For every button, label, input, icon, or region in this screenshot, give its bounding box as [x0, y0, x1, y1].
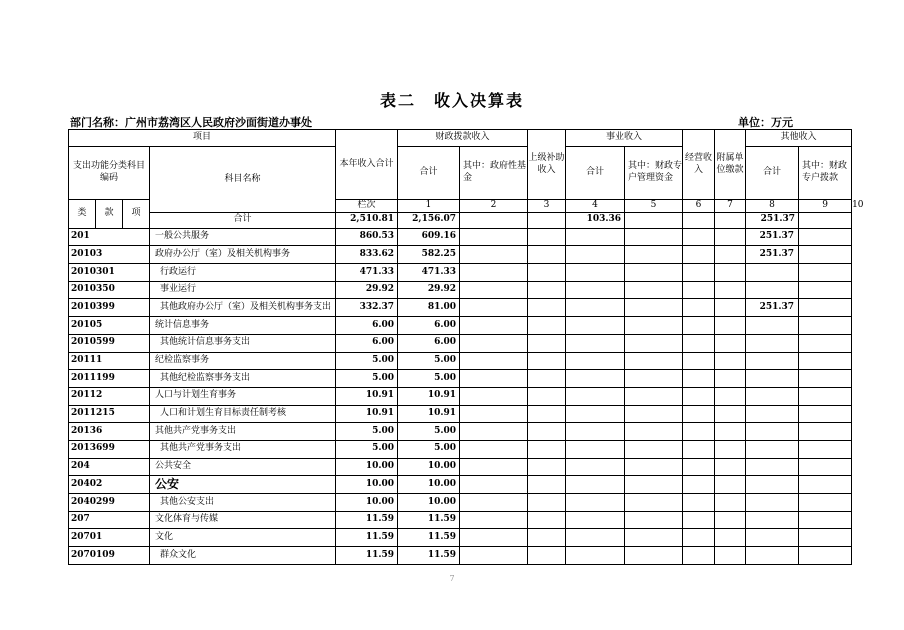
row-c6 [625, 405, 683, 423]
table-row [69, 334, 852, 352]
row-c3 [460, 317, 528, 335]
header-fiscal-total: 合计 [398, 147, 460, 200]
row-c2: 6.00 [398, 317, 460, 335]
row-c6 [625, 423, 683, 441]
header-xiang: 项 [123, 200, 150, 229]
table-row [69, 264, 852, 282]
row-c2: 81.00 [398, 299, 460, 317]
row-c8 [715, 387, 746, 405]
row-c6 [625, 387, 683, 405]
row-c4 [528, 476, 566, 494]
row-c8 [715, 476, 746, 494]
row-c4 [528, 299, 566, 317]
table-row [69, 423, 852, 441]
row-c2: 10.00 [398, 476, 460, 494]
row-c4 [528, 334, 566, 352]
row-c9 [746, 476, 799, 494]
row-c9 [746, 281, 799, 299]
row-code: 20402 [69, 476, 150, 494]
row-c8 [715, 405, 746, 423]
col-number: 4 [566, 200, 625, 213]
row-c8 [715, 529, 746, 547]
row-c5 [566, 299, 625, 317]
row-c8 [715, 511, 746, 529]
row-code: 2011215 [69, 405, 150, 423]
row-subject-name: 公安 [150, 476, 336, 494]
row-c6 [625, 476, 683, 494]
row-c3 [460, 529, 528, 547]
row-c6 [625, 317, 683, 335]
row-c2: 10.00 [398, 458, 460, 476]
row-c2: 11.59 [398, 529, 460, 547]
row-c10 [799, 476, 852, 494]
table-title: 表二 收入决算表 [379, 91, 524, 110]
row-c10 [799, 511, 852, 529]
row-subject-name: 其他共产党事务支出 [150, 440, 336, 458]
row-c7 [683, 281, 715, 299]
header-heji: 合计 [150, 212, 336, 228]
row-subject-name: 纪检监察事务 [150, 352, 336, 370]
row-c3 [460, 334, 528, 352]
row-c1: 332.37 [336, 299, 398, 317]
row-c8 [715, 264, 746, 282]
table-row [69, 228, 852, 246]
header-operating: 经营收入 [683, 130, 715, 200]
row-code: 20112 [69, 387, 150, 405]
table-row [69, 387, 852, 405]
row-c8 [715, 494, 746, 512]
table-row [69, 405, 852, 423]
row-c7 [683, 299, 715, 317]
row-c4 [528, 264, 566, 282]
row-c4 [528, 423, 566, 441]
row-c4 [528, 387, 566, 405]
row-c6 [625, 547, 683, 565]
row-c8 [715, 246, 746, 264]
header-row-1 [69, 130, 852, 147]
row-c10 [799, 423, 852, 441]
row-c2: 5.00 [398, 352, 460, 370]
row-subject-name: 其他政府办公厅（室）及相关机构事务支出 [150, 299, 336, 317]
row-c9 [746, 264, 799, 282]
header-other-total: 合计 [746, 147, 799, 200]
row-c9 [746, 458, 799, 476]
page-number: 7 [449, 574, 455, 583]
row-c4 [528, 529, 566, 547]
row-c6 [625, 529, 683, 547]
row-c9: 251.37 [746, 299, 799, 317]
row-c8 [715, 281, 746, 299]
row-c3 [460, 387, 528, 405]
row-c3 [460, 299, 528, 317]
row-c4 [528, 370, 566, 388]
row-c2: 10.00 [398, 494, 460, 512]
row-c10 [799, 264, 852, 282]
table-row [69, 246, 852, 264]
row-c7 [683, 423, 715, 441]
row-code: 20111 [69, 352, 150, 370]
table-row [69, 281, 852, 299]
table-row [69, 494, 852, 512]
row-code: 2010599 [69, 334, 150, 352]
row-c3 [460, 281, 528, 299]
row-subject-name: 其他公安支出 [150, 494, 336, 512]
row-c4 [528, 246, 566, 264]
header-superior: 上级补助收入 [528, 130, 566, 200]
row-c4 [528, 494, 566, 512]
col-number: 7 [715, 200, 746, 213]
row-subject-name: 统计信息事务 [150, 317, 336, 335]
row-c2: 5.00 [398, 423, 460, 441]
row-c1: 10.91 [336, 405, 398, 423]
row-subject-name: 其他共产党事务支出 [150, 423, 336, 441]
row-c6 [625, 264, 683, 282]
row-subject-name: 行政运行 [150, 264, 336, 282]
row-c2: 10.91 [398, 405, 460, 423]
row-subject-name: 一般公共服务 [150, 228, 336, 246]
row-c7 [683, 547, 715, 565]
row-c5 [566, 264, 625, 282]
header-fiscal: 财政拨款收入 [398, 130, 528, 147]
row-c4 [528, 405, 566, 423]
row-code: 2011199 [69, 370, 150, 388]
row-code: 20103 [69, 246, 150, 264]
row-c5 [566, 281, 625, 299]
table-row [69, 440, 852, 458]
row-subject-name: 文化体育与传媒 [150, 511, 336, 529]
header-affiliated: 附属单位缴款 [715, 130, 746, 200]
row-c5 [566, 387, 625, 405]
row-c5 [566, 494, 625, 512]
table-row [69, 458, 852, 476]
row-c10 [799, 494, 852, 512]
row-c2: 11.59 [398, 511, 460, 529]
total-c2: 2,156.07 [398, 212, 460, 228]
row-subject-name: 其他纪检监察事务支出 [150, 370, 336, 388]
row-c9 [746, 387, 799, 405]
row-c9 [746, 423, 799, 441]
row-c10 [799, 334, 852, 352]
row-c3 [460, 246, 528, 264]
row-c9 [746, 494, 799, 512]
row-c1: 11.59 [336, 529, 398, 547]
col-number: 5 [625, 200, 683, 213]
table-row [69, 529, 852, 547]
row-c4 [528, 440, 566, 458]
row-c1: 10.00 [336, 494, 398, 512]
col-number: 3 [528, 200, 566, 213]
total-c4 [528, 212, 566, 228]
row-code: 20701 [69, 529, 150, 547]
row-c9 [746, 529, 799, 547]
row-code: 2010301 [69, 264, 150, 282]
row-c5 [566, 476, 625, 494]
row-c2: 6.00 [398, 334, 460, 352]
row-c9 [746, 440, 799, 458]
row-c1: 5.00 [336, 440, 398, 458]
row-c10 [799, 352, 852, 370]
header-lei: 类 [69, 200, 96, 229]
row-c3 [460, 352, 528, 370]
row-c5 [566, 228, 625, 246]
row-c4 [528, 511, 566, 529]
row-c2: 29.92 [398, 281, 460, 299]
total-c1: 2,510.81 [336, 212, 398, 228]
header-lanci: 栏次 [336, 200, 398, 213]
row-c7 [683, 317, 715, 335]
row-c3 [460, 440, 528, 458]
row-c8 [715, 458, 746, 476]
row-c1: 10.00 [336, 476, 398, 494]
row-c2: 582.25 [398, 246, 460, 264]
row-c10 [799, 547, 852, 565]
row-c7 [683, 476, 715, 494]
row-c7 [683, 264, 715, 282]
total-c7 [683, 212, 715, 228]
row-c6 [625, 299, 683, 317]
row-code: 207 [69, 511, 150, 529]
row-c5 [566, 458, 625, 476]
row-c4 [528, 352, 566, 370]
row-c8 [715, 228, 746, 246]
row-c6 [625, 228, 683, 246]
row-c1: 6.00 [336, 317, 398, 335]
row-c8 [715, 547, 746, 565]
row-c9 [746, 405, 799, 423]
row-c7 [683, 458, 715, 476]
row-c6 [625, 440, 683, 458]
row-c1: 10.00 [336, 458, 398, 476]
row-c4 [528, 317, 566, 335]
row-c5 [566, 511, 625, 529]
row-c1: 5.00 [336, 370, 398, 388]
income-table [68, 129, 864, 565]
row-c8 [715, 352, 746, 370]
row-c6 [625, 511, 683, 529]
table-row [69, 299, 852, 317]
row-c3 [460, 547, 528, 565]
row-code: 2013699 [69, 440, 150, 458]
row-c8 [715, 440, 746, 458]
row-c10 [799, 246, 852, 264]
row-c1: 860.53 [336, 228, 398, 246]
row-c9 [746, 547, 799, 565]
row-c6 [625, 246, 683, 264]
table-row [69, 511, 852, 529]
row-c6 [625, 334, 683, 352]
row-c5 [566, 370, 625, 388]
row-c1: 833.62 [336, 246, 398, 264]
row-c8 [715, 370, 746, 388]
row-c10 [799, 529, 852, 547]
total-c5: 103.36 [566, 212, 625, 228]
header-business: 事业收入 [566, 130, 683, 147]
total-c3 [460, 212, 528, 228]
row-c7 [683, 405, 715, 423]
row-c9 [746, 317, 799, 335]
row-c6 [625, 281, 683, 299]
header-business-special: 其中：财政专户管理资金 [625, 147, 683, 200]
department-name: 部门名称：广州市荔湾区人民政府沙面街道办事处 [70, 116, 312, 129]
row-c1: 5.00 [336, 423, 398, 441]
row-c5 [566, 317, 625, 335]
row-c2: 5.00 [398, 440, 460, 458]
row-subject-name: 事业运行 [150, 281, 336, 299]
row-c4 [528, 547, 566, 565]
row-c10 [799, 387, 852, 405]
row-c3 [460, 494, 528, 512]
row-c2: 609.16 [398, 228, 460, 246]
col-number: 6 [683, 200, 715, 213]
row-c3 [460, 423, 528, 441]
row-c2: 471.33 [398, 264, 460, 282]
row-c3 [460, 370, 528, 388]
row-c7 [683, 494, 715, 512]
row-c7 [683, 529, 715, 547]
table-row [69, 476, 852, 494]
row-c5 [566, 423, 625, 441]
row-c8 [715, 299, 746, 317]
header-kuan: 款 [96, 200, 123, 229]
col-number: 8 [746, 200, 799, 213]
row-c7 [683, 246, 715, 264]
row-c2: 11.59 [398, 547, 460, 565]
row-c9 [746, 334, 799, 352]
row-c7 [683, 511, 715, 529]
row-c7 [683, 352, 715, 370]
row-c5 [566, 405, 625, 423]
row-c1: 471.33 [336, 264, 398, 282]
total-c10 [799, 212, 852, 228]
row-c10 [799, 405, 852, 423]
row-c5 [566, 246, 625, 264]
row-c10 [799, 317, 852, 335]
row-subject-name: 政府办公厅（室）及相关机构事务 [150, 246, 336, 264]
row-c9 [746, 370, 799, 388]
header-business-total: 合计 [566, 147, 625, 200]
row-c10 [799, 440, 852, 458]
table-row [69, 352, 852, 370]
row-c2: 5.00 [398, 370, 460, 388]
header-subject-name: 科目名称 [150, 147, 336, 213]
row-c9: 251.37 [746, 228, 799, 246]
total-c8 [715, 212, 746, 228]
row-c8 [715, 423, 746, 441]
table-row [69, 317, 852, 335]
lanci-row: 类 款 项 栏次 1 2 3 4 5 6 7 8 9 10 [69, 200, 852, 213]
row-c7 [683, 440, 715, 458]
row-c6 [625, 494, 683, 512]
row-c3 [460, 405, 528, 423]
row-subject-name: 公共安全 [150, 458, 336, 476]
row-c6 [625, 370, 683, 388]
row-code: 201 [69, 228, 150, 246]
row-c7 [683, 387, 715, 405]
row-c1: 29.92 [336, 281, 398, 299]
row-code: 2070109 [69, 547, 150, 565]
row-c10 [799, 458, 852, 476]
row-code: 2040299 [69, 494, 150, 512]
header-item: 项目 [69, 130, 336, 147]
row-c10 [799, 370, 852, 388]
row-subject-name: 其他统计信息事务支出 [150, 334, 336, 352]
header-func-code: 支出功能分类科目编码 [69, 147, 150, 200]
row-c10 [799, 228, 852, 246]
header-other-special: 其中：财政专户拨款 [799, 147, 852, 200]
row-c10 [799, 299, 852, 317]
total-row [69, 212, 852, 228]
row-subject-name: 人口和计划生育目标责任制考核 [150, 405, 336, 423]
row-c3 [460, 476, 528, 494]
total-c9: 251.37 [746, 212, 799, 228]
row-c2: 10.91 [398, 387, 460, 405]
row-c1: 6.00 [336, 334, 398, 352]
row-c9: 251.37 [746, 246, 799, 264]
row-code: 204 [69, 458, 150, 476]
row-c8 [715, 334, 746, 352]
row-c1: 11.59 [336, 511, 398, 529]
row-code: 2010350 [69, 281, 150, 299]
row-c3 [460, 264, 528, 282]
header-fiscal-gov: 其中：政府性基金 [460, 147, 528, 200]
row-code: 20105 [69, 317, 150, 335]
row-c4 [528, 458, 566, 476]
row-code: 20136 [69, 423, 150, 441]
row-c3 [460, 228, 528, 246]
row-c6 [625, 352, 683, 370]
row-c5 [566, 440, 625, 458]
table-row [69, 547, 852, 565]
col-number: 2 [460, 200, 528, 213]
row-subject-name: 文化 [150, 529, 336, 547]
row-c7 [683, 334, 715, 352]
header-total-income: 本年收入合计 [336, 130, 398, 200]
row-c6 [625, 458, 683, 476]
header-other: 其他收入 [746, 130, 852, 147]
row-c10 [799, 281, 852, 299]
row-subject-name: 群众文化 [150, 547, 336, 565]
row-c1: 11.59 [336, 547, 398, 565]
row-c3 [460, 458, 528, 476]
row-c4 [528, 281, 566, 299]
row-c5 [566, 334, 625, 352]
row-c3 [460, 511, 528, 529]
row-c7 [683, 228, 715, 246]
col-number: 1 [398, 200, 460, 213]
row-c5 [566, 352, 625, 370]
unit-label: 单位：万元 [738, 116, 793, 129]
row-c9 [746, 511, 799, 529]
table-row [69, 370, 852, 388]
row-c9 [746, 352, 799, 370]
row-subject-name: 人口与计划生育事务 [150, 387, 336, 405]
total-c6 [625, 212, 683, 228]
row-c5 [566, 547, 625, 565]
row-c4 [528, 228, 566, 246]
row-c1: 5.00 [336, 352, 398, 370]
row-c1: 10.91 [336, 387, 398, 405]
col-number: 9 [799, 200, 852, 213]
row-c7 [683, 370, 715, 388]
row-c8 [715, 317, 746, 335]
row-code: 2010399 [69, 299, 150, 317]
row-c5 [566, 529, 625, 547]
